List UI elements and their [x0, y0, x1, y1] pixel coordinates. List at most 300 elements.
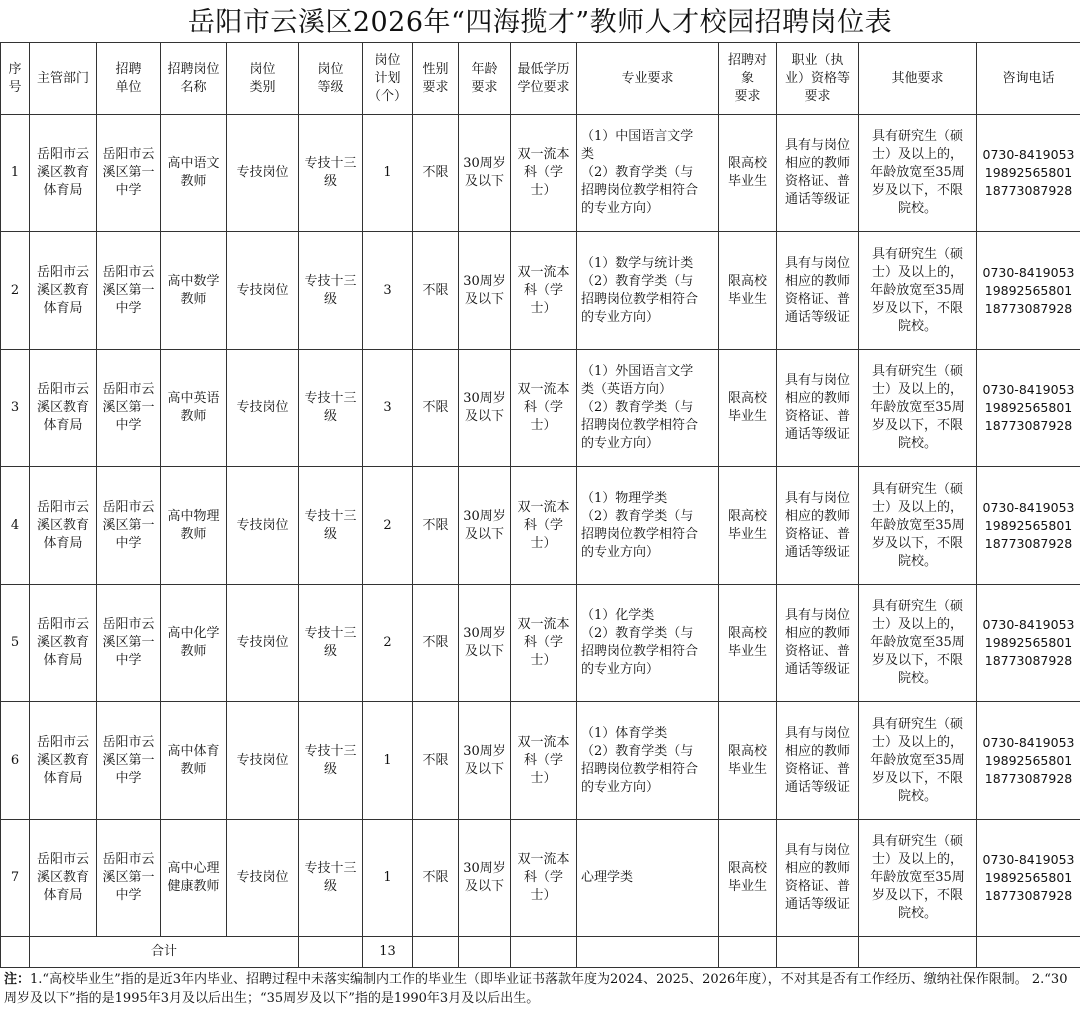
seq-cell: 7 — [1, 820, 30, 937]
cell-line: 具有研究生（硕 — [871, 834, 963, 849]
cell-line: 0730-8419053 — [982, 264, 1075, 280]
cell-line: 教师 — [180, 291, 207, 307]
cell-line: 级 — [323, 526, 337, 542]
cell-line: 资格证、普 — [784, 174, 850, 189]
cell-line: 科（学 — [523, 517, 563, 533]
cell-line: 18773087928 — [984, 535, 1073, 551]
header-gender — [413, 43, 459, 115]
target-cell — [719, 467, 777, 585]
major-cell — [577, 467, 719, 585]
cell-line: 要求 — [422, 79, 449, 95]
cell-line: 通话等级证 — [784, 544, 850, 560]
target-cell — [719, 820, 777, 937]
gender-cell: 不限 — [413, 350, 459, 467]
target-cell — [719, 585, 777, 702]
cell-line: 具有与岗位 — [784, 490, 850, 506]
cell-line: 溪区第一 — [102, 165, 155, 180]
cell-line: 通话等级证 — [784, 662, 850, 677]
cell-line: 招聘岗位教学相符合 — [581, 418, 699, 433]
cell-line: 岗位 — [317, 61, 344, 77]
cell-line: 岳阳市云 — [102, 264, 155, 280]
dept-cell — [30, 820, 97, 937]
unit-cell — [97, 350, 161, 467]
cell-line: 限高校 — [727, 156, 767, 171]
cell-line: 具有与岗位 — [784, 255, 850, 271]
age-cell — [459, 820, 511, 937]
cell-line: 19892565801 — [984, 400, 1073, 415]
target-cell — [719, 702, 777, 820]
cell-line: 30周岁 — [463, 391, 506, 406]
table-row — [1, 115, 1080, 232]
cell-line: 岳阳市云 — [36, 264, 89, 280]
total-empty-cell — [1, 937, 30, 968]
cell-line: 30周岁 — [463, 156, 506, 171]
cell-line: 招聘岗位教学相符合 — [581, 761, 699, 777]
cell-line: 专技十三 — [304, 508, 357, 524]
edu-cell — [511, 585, 577, 702]
cell-line: 30周岁 — [463, 508, 506, 524]
cell-line: 级 — [323, 409, 337, 424]
other-cell — [859, 702, 977, 820]
cell-line: 19892565801 — [984, 282, 1073, 298]
dept-cell — [30, 585, 97, 702]
phone-cell — [977, 232, 1080, 350]
cell-line: 院校。 — [897, 671, 937, 686]
seq-cell: 2 — [1, 232, 30, 350]
cell-line: 通话等级证 — [784, 192, 850, 207]
cell-line: 高中物理 — [167, 508, 220, 524]
cell-line: 双一流本 — [517, 264, 570, 280]
cell-line: 19892565801 — [984, 517, 1073, 533]
cell-line: 通话等级证 — [784, 427, 850, 442]
dept-cell — [30, 467, 97, 585]
phone-cell — [977, 467, 1080, 585]
cell-line: 具有研究生（硕 — [871, 481, 963, 497]
unit-cell — [97, 585, 161, 702]
cell-line: 岳阳市云 — [36, 852, 89, 867]
dept-cell — [30, 350, 97, 467]
level-cell — [299, 820, 363, 937]
cell-line: 士） — [530, 888, 557, 903]
cell-line: 要求 — [804, 88, 831, 104]
major-cell — [577, 820, 719, 937]
cell-line: 毕业生 — [727, 526, 767, 542]
cell-line: 单位 — [115, 79, 142, 95]
category-cell: 专技岗位 — [227, 115, 299, 232]
post-cell — [161, 115, 227, 232]
category-cell: 专技岗位 — [227, 467, 299, 585]
cell-line: 具有与岗位 — [784, 725, 850, 741]
cell-line: 相应的教师 — [784, 861, 850, 876]
cell-line: 士） — [530, 183, 557, 198]
cell-line: 通话等级证 — [784, 779, 850, 795]
cell-line: 双一流本 — [517, 382, 570, 397]
age-cell — [459, 585, 511, 702]
cell-line: 毕业生 — [727, 761, 767, 777]
cell-line: 溪区教育 — [36, 165, 89, 180]
cell-line: 院校。 — [897, 201, 937, 216]
cell-line: 中学 — [115, 183, 142, 198]
cell-line: 专技十三 — [304, 743, 357, 759]
total-label: 合计 — [30, 937, 299, 968]
cell-line: 中学 — [115, 535, 142, 551]
cell-line: 毕业生 — [727, 174, 767, 189]
header-age — [459, 43, 511, 115]
cell-line: （2）教育学类（与 — [581, 626, 694, 641]
cell-line: 岳阳市云 — [36, 617, 89, 632]
cell-line: 双一流本 — [517, 499, 570, 515]
gender-cell: 不限 — [413, 232, 459, 350]
cell-line: 士）及以上的， — [871, 852, 963, 867]
cell-line: 0730-8419053 — [982, 734, 1075, 750]
cell-line: 岁及以下，不限 — [871, 183, 963, 198]
target-cell — [719, 350, 777, 467]
cell-line: 毕业生 — [727, 409, 767, 424]
cell-line: 0730-8419053 — [982, 852, 1075, 867]
cell-line: 岳阳市云 — [36, 382, 89, 397]
other-cell — [859, 820, 977, 937]
cell-line: 19892565801 — [984, 635, 1073, 650]
cell-line: 通话等级证 — [784, 309, 850, 325]
cell-line: 专技十三 — [304, 156, 357, 171]
cell-line: 相应的教师 — [784, 508, 850, 524]
cell-line: 30周岁 — [463, 273, 506, 289]
cell-line: 职业（执 — [791, 52, 844, 68]
cell-line: 岳阳市云 — [102, 734, 155, 750]
other-cell — [859, 585, 977, 702]
cell-line: 相应的教师 — [784, 626, 850, 641]
cell-line: 体育局 — [43, 418, 83, 433]
cell-line: 岳阳市云 — [102, 499, 155, 515]
cell-line: 及以下 — [464, 526, 504, 542]
total-empty-cell — [577, 937, 719, 968]
cell-line: 限高校 — [727, 273, 767, 289]
cell-line: 资格证、普 — [784, 409, 850, 424]
cell-line: 岁及以下，不限 — [871, 653, 963, 668]
unit-cell — [97, 467, 161, 585]
total-empty-cell — [977, 937, 1080, 968]
cell-line: 0730-8419053 — [982, 617, 1075, 632]
cell-line: 溪区第一 — [102, 517, 155, 533]
phone-cell — [977, 702, 1080, 820]
seq-cell: 6 — [1, 702, 30, 820]
cell-line: 科（学 — [523, 635, 563, 650]
cell-line: 中学 — [115, 770, 142, 786]
cell-line: 岁及以下，不限 — [871, 300, 963, 316]
cell-line: 资格证、普 — [784, 526, 850, 542]
cell-line: 中学 — [115, 418, 142, 433]
cell-line: （1）化学类 — [581, 608, 655, 623]
cell-line: 岳阳市云 — [36, 147, 89, 162]
cell-line: 18773087928 — [984, 653, 1073, 668]
post-cell — [161, 702, 227, 820]
cell-line: 资格证、普 — [784, 761, 850, 777]
cell-line: 院校。 — [897, 788, 937, 804]
category-cell: 专技岗位 — [227, 820, 299, 937]
cell-line: 中学 — [115, 653, 142, 668]
level-cell — [299, 232, 363, 350]
age-cell — [459, 467, 511, 585]
cell-line: 士）及以上的， — [871, 734, 963, 750]
cell-line: 类 — [581, 147, 595, 162]
cell-line: 具有研究生（硕 — [871, 716, 963, 732]
table-row — [1, 350, 1080, 467]
cell-line: 要求 — [471, 79, 498, 95]
plan-cell: 2 — [363, 467, 413, 585]
cell-line: 及以下 — [464, 761, 504, 777]
cell-line: 等级 — [317, 79, 344, 95]
unit-cell — [97, 232, 161, 350]
cell-line: 教师 — [180, 526, 207, 542]
cell-line: 级 — [323, 761, 337, 777]
cell-line: 象 — [740, 70, 754, 86]
notes-prefix: 注： — [4, 972, 31, 987]
cell-line: 的专业方向） — [581, 544, 660, 560]
total-empty-cell — [459, 937, 511, 968]
gender-cell: 不限 — [413, 820, 459, 937]
cert-cell — [777, 350, 859, 467]
cell-line: 招聘岗位教学相符合 — [581, 183, 699, 198]
cell-line: 最低学历 — [517, 61, 570, 77]
cell-line: 具有与岗位 — [784, 373, 850, 388]
cell-line: 及以下 — [464, 409, 504, 424]
cell-line: （2）教育学类（与 — [581, 273, 694, 289]
cell-line: 院校。 — [897, 436, 937, 451]
cell-line: 体育局 — [43, 653, 83, 668]
cell-line: 具有研究生（硕 — [871, 129, 963, 144]
edu-cell — [511, 820, 577, 937]
cell-line: 级 — [323, 291, 337, 307]
cell-line: 专技十三 — [304, 391, 357, 406]
cell-line: 双一流本 — [517, 147, 570, 162]
other-cell — [859, 115, 977, 232]
cell-line: 士）及以上的， — [871, 382, 963, 397]
seq-cell: 3 — [1, 350, 30, 467]
cell-line: 士） — [530, 535, 557, 551]
notes-text: 1.“高校毕业生”指的是近3年内毕业、招聘过程中未落实编制内工作的毕业生（即毕业证书落款年度为2024、2025、2026年度），不对其是否有工作经历、缴纳社保作限制。 2.“30周岁及以下”指的是1995年3月及以后出生；“35周岁及以下”指的是1990年3月及以后出生。 — [4, 972, 1068, 1006]
cell-line: 30周岁 — [463, 626, 506, 641]
cell-line: 18773087928 — [984, 183, 1073, 198]
cell-line: 中学 — [115, 888, 142, 903]
dept-cell — [30, 115, 97, 232]
header-level — [299, 43, 363, 115]
cell-line: 专技十三 — [304, 626, 357, 641]
cell-line: 专技十三 — [304, 273, 357, 289]
cell-line: （1）体育学类 — [581, 725, 668, 741]
post-cell — [161, 232, 227, 350]
cell-line: 年龄放宽至35周 — [870, 165, 965, 180]
cell-line: 的专业方向） — [581, 436, 660, 451]
edu-cell — [511, 467, 577, 585]
plan-cell: 1 — [363, 820, 413, 937]
cell-line: 年龄放宽至35周 — [870, 635, 965, 650]
header-target — [719, 43, 777, 115]
cell-line: 年龄放宽至35周 — [870, 400, 965, 415]
cell-line: 士）及以上的， — [871, 499, 963, 515]
cell-line: 岳阳市云 — [36, 499, 89, 515]
cell-line: 的专业方向） — [581, 201, 660, 216]
header-row — [1, 43, 1080, 115]
cell-line: 士） — [530, 418, 557, 433]
level-cell — [299, 115, 363, 232]
cell-line: 及以下 — [464, 879, 504, 894]
cell-line: 双一流本 — [517, 617, 570, 632]
cell-line: 招聘对 — [727, 52, 767, 68]
cell-line: 科（学 — [523, 165, 563, 180]
level-cell — [299, 702, 363, 820]
cell-line: 岳阳市云 — [102, 617, 155, 632]
cell-line: 限高校 — [727, 743, 767, 759]
cert-cell — [777, 702, 859, 820]
plan-cell: 1 — [363, 702, 413, 820]
unit-cell — [97, 702, 161, 820]
phone-cell — [977, 350, 1080, 467]
cell-line: 士）及以上的， — [871, 264, 963, 280]
level-cell — [299, 585, 363, 702]
plan-cell: 3 — [363, 350, 413, 467]
total-empty-cell — [511, 937, 577, 968]
cell-line: 要求 — [734, 88, 761, 104]
header-other: 其他要求 — [859, 43, 977, 115]
major-cell — [577, 115, 719, 232]
header-major: 专业要求 — [577, 43, 719, 115]
cell-line: 计划 — [374, 70, 401, 86]
major-cell — [577, 702, 719, 820]
age-cell — [459, 232, 511, 350]
other-cell — [859, 350, 977, 467]
edu-cell — [511, 350, 577, 467]
cell-line: 双一流本 — [517, 852, 570, 867]
table-row — [1, 820, 1080, 937]
cell-line: 溪区教育 — [36, 282, 89, 298]
cell-line: 科（学 — [523, 752, 563, 768]
gender-cell: 不限 — [413, 467, 459, 585]
seq-cell: 4 — [1, 467, 30, 585]
target-cell — [719, 232, 777, 350]
cell-line: 资格证、普 — [784, 644, 850, 659]
cell-line: 双一流本 — [517, 734, 570, 750]
unit-cell — [97, 820, 161, 937]
header-plan — [363, 43, 413, 115]
page-title: 岳阳市云溪区2026年“四海揽才”教师人才校园招聘岗位表 — [187, 7, 893, 38]
total-empty-cell — [859, 937, 977, 968]
cell-line: 溪区教育 — [36, 517, 89, 533]
post-cell — [161, 350, 227, 467]
gender-cell: 不限 — [413, 115, 459, 232]
dept-cell — [30, 232, 97, 350]
cell-line: 30周岁 — [463, 861, 506, 876]
cell-line: 中学 — [115, 300, 142, 316]
cell-line: 教师 — [180, 644, 207, 659]
cell-line: （1）中国语言文学 — [581, 129, 694, 144]
cert-cell — [777, 467, 859, 585]
cert-cell — [777, 232, 859, 350]
major-cell — [577, 585, 719, 702]
cell-line: 具有研究生（硕 — [871, 246, 963, 262]
cell-line: 岁及以下，不限 — [871, 418, 963, 433]
cell-line: 年龄放宽至35周 — [870, 752, 965, 768]
other-cell — [859, 467, 977, 585]
cell-line: （1）数学与统计类 — [581, 255, 694, 271]
phone-cell — [977, 585, 1080, 702]
dept-cell — [30, 702, 97, 820]
category-cell: 专技岗位 — [227, 585, 299, 702]
cell-line: 及以下 — [464, 174, 504, 189]
cell-line: 溪区第一 — [102, 282, 155, 298]
total-empty-cell — [719, 937, 777, 968]
table-row — [1, 702, 1080, 820]
cell-line: 体育局 — [43, 300, 83, 316]
cell-line: 溪区教育 — [36, 752, 89, 768]
cell-line: 相应的教师 — [784, 273, 850, 289]
header-dept: 主管部门 — [30, 43, 97, 115]
category-cell: 专技岗位 — [227, 232, 299, 350]
header-phone: 咨询电话 — [977, 43, 1080, 115]
cell-line: 具有与岗位 — [784, 138, 850, 153]
cert-cell — [777, 115, 859, 232]
cell-line: 毕业生 — [727, 644, 767, 659]
cell-line: （2）教育学类（与 — [581, 165, 694, 180]
cell-line: 专技十三 — [304, 861, 357, 876]
cell-line: 体育局 — [43, 888, 83, 903]
seq-cell: 1 — [1, 115, 30, 232]
cell-line: 心理学类 — [581, 870, 634, 885]
total-empty-cell — [413, 937, 459, 968]
gender-cell: 不限 — [413, 702, 459, 820]
cell-line: 岁及以下，不限 — [871, 888, 963, 903]
cell-line: 及以下 — [464, 291, 504, 307]
cell-line: 士） — [530, 300, 557, 316]
cell-line: 溪区第一 — [102, 870, 155, 885]
cell-line: 毕业生 — [727, 879, 767, 894]
plan-cell: 2 — [363, 585, 413, 702]
cell-line: 的专业方向） — [581, 779, 660, 795]
cell-line: 18773087928 — [984, 418, 1073, 433]
header-edu — [511, 43, 577, 115]
cert-cell — [777, 585, 859, 702]
cell-line: 相应的教师 — [784, 743, 850, 759]
post-cell — [161, 585, 227, 702]
header-cert — [777, 43, 859, 115]
total-empty-cell — [777, 937, 859, 968]
edu-cell — [511, 232, 577, 350]
cell-line: 毕业生 — [727, 291, 767, 307]
cell-line: 岳阳市云 — [36, 734, 89, 750]
cell-line: 高中体育 — [167, 743, 220, 759]
cell-line: 招聘岗位教学相符合 — [581, 526, 699, 542]
cell-line: 溪区第一 — [102, 752, 155, 768]
cell-line: 岁及以下，不限 — [871, 535, 963, 551]
cell-line: 19892565801 — [984, 752, 1073, 768]
footnotes — [4, 970, 1076, 1008]
category-cell: 专技岗位 — [227, 702, 299, 820]
category-cell: 专技岗位 — [227, 350, 299, 467]
major-cell — [577, 232, 719, 350]
total-empty-cell — [299, 937, 363, 968]
plan-cell: 3 — [363, 232, 413, 350]
cell-line: 具有与岗位 — [784, 608, 850, 623]
cell-line: 资格证、普 — [784, 879, 850, 894]
cell-line: 科（学 — [523, 282, 563, 298]
cell-line: 高中英语 — [167, 391, 220, 406]
cell-line: 岗位 — [249, 61, 276, 77]
cell-line: 士） — [530, 770, 557, 786]
cell-line: 具有与岗位 — [784, 843, 850, 858]
level-cell — [299, 350, 363, 467]
seq-cell: 5 — [1, 585, 30, 702]
cell-line: 岗位 — [374, 52, 401, 68]
cell-line: 0730-8419053 — [982, 382, 1075, 397]
